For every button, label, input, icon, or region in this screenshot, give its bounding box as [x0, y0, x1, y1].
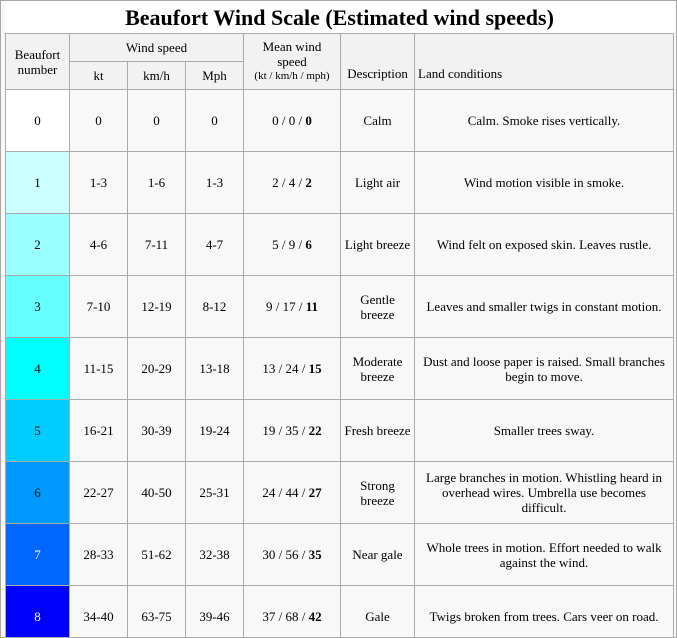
kmh-cell: 51-62	[128, 524, 186, 586]
beaufort-number-cell: 8	[6, 586, 70, 638]
kt-cell: 1-3	[70, 152, 128, 214]
kmh-cell: 20-29	[128, 338, 186, 400]
land-conditions-cell: Whole trees in motion. Effort needed to walk against the wind.	[415, 524, 674, 586]
mean-speed-kt-kmh: 9 / 17 /	[266, 299, 306, 314]
description-cell: Strong breeze	[341, 462, 415, 524]
kt-cell: 7-10	[70, 276, 128, 338]
beaufort-number-cell: 6	[6, 462, 70, 524]
header-land-conditions-label: Land conditions	[418, 66, 503, 81]
header-kmh: km/h	[128, 62, 186, 90]
mph-cell: 4-7	[186, 214, 244, 276]
table-row	[6, 400, 674, 462]
beaufort-number-cell: 7	[6, 524, 70, 586]
header-mean-wind-speed	[244, 34, 341, 90]
mean-speed-kt-kmh: 19 / 35 /	[262, 423, 309, 438]
kt-cell: 4-6	[70, 214, 128, 276]
table-row	[6, 214, 674, 276]
description-cell: Gentle breeze	[341, 276, 415, 338]
description-cell: Moderate breeze	[341, 338, 415, 400]
kt-cell: 22-27	[70, 462, 128, 524]
kt-cell: 11-15	[70, 338, 128, 400]
mph-cell: 1-3	[186, 152, 244, 214]
mean-speed-mph: 27	[308, 485, 322, 500]
mean-speed-kt-kmh: 24 / 44 /	[262, 485, 309, 500]
mean-speed-cell	[244, 338, 341, 400]
mph-cell: 39-46	[186, 586, 244, 638]
mph-cell: 0	[186, 90, 244, 152]
header-description-label: Description	[347, 66, 408, 81]
header-description	[341, 34, 415, 90]
table-row	[6, 276, 674, 338]
beaufort-number-cell: 0	[6, 90, 70, 152]
kt-cell: 34-40	[70, 586, 128, 638]
kmh-cell: 12-19	[128, 276, 186, 338]
description-cell: Calm	[341, 90, 415, 152]
land-conditions-cell: Twigs broken from trees. Cars veer on road.	[415, 586, 674, 638]
mean-speed-cell	[244, 90, 341, 152]
mph-cell: 19-24	[186, 400, 244, 462]
mean-speed-kt-kmh: 2 / 4 /	[272, 175, 306, 190]
mean-speed-cell	[244, 586, 341, 638]
land-conditions-cell: Calm. Smoke rises vertically.	[415, 90, 674, 152]
header-mph: Mph	[186, 62, 244, 90]
header-beaufort-number: Beaufort number	[6, 34, 70, 90]
kmh-cell: 40-50	[128, 462, 186, 524]
mean-speed-cell	[244, 524, 341, 586]
mean-speed-kt-kmh: 37 / 68 /	[262, 609, 309, 624]
table-row	[6, 90, 674, 152]
land-conditions-cell: Smaller trees sway.	[415, 400, 674, 462]
description-cell: Gale	[341, 586, 415, 638]
land-conditions-cell: Large branches in motion. Whistling heard in overhead wires. Umbrella use becomes difficult.	[415, 462, 674, 524]
mean-speed-mph: 2	[305, 175, 312, 190]
table-row	[6, 152, 674, 214]
land-conditions-cell: Wind motion visible in smoke.	[415, 152, 674, 214]
kmh-cell: 30-39	[128, 400, 186, 462]
header-mean-units: (kt / km/h / mph)	[254, 70, 330, 82]
mean-speed-cell	[244, 276, 341, 338]
description-cell: Near gale	[341, 524, 415, 586]
header-land-conditions	[415, 34, 674, 90]
mean-speed-mph: 6	[305, 237, 312, 252]
mean-speed-mph: 22	[308, 423, 322, 438]
table-row	[6, 338, 674, 400]
kt-cell: 0	[70, 90, 128, 152]
mean-speed-kt-kmh: 30 / 56 /	[262, 547, 309, 562]
land-conditions-cell: Leaves and smaller twigs in constant motion.	[415, 276, 674, 338]
mean-speed-mph: 42	[308, 609, 322, 624]
header-mean-wind-speed-label: Mean wind speed	[262, 39, 322, 69]
header-wind-speed: Wind speed	[70, 34, 244, 62]
mean-speed-cell	[244, 214, 341, 276]
table-row	[6, 462, 674, 524]
beaufort-number-cell: 5	[6, 400, 70, 462]
kmh-cell: 7-11	[128, 214, 186, 276]
description-cell: Light air	[341, 152, 415, 214]
beaufort-number-cell: 4	[6, 338, 70, 400]
mean-speed-mph: 15	[308, 361, 322, 376]
mph-cell: 32-38	[186, 524, 244, 586]
mean-speed-kt-kmh: 5 / 9 /	[272, 237, 306, 252]
beaufort-number-cell: 3	[6, 276, 70, 338]
land-conditions-cell: Dust and loose paper is raised. Small branches begin to move.	[415, 338, 674, 400]
kmh-cell: 0	[128, 90, 186, 152]
mph-cell: 25-31	[186, 462, 244, 524]
mean-speed-kt-kmh: 13 / 24 /	[262, 361, 309, 376]
mean-speed-cell	[244, 462, 341, 524]
mean-speed-cell	[244, 400, 341, 462]
kt-cell: 16-21	[70, 400, 128, 462]
mean-speed-mph: 35	[308, 547, 322, 562]
header-kt: kt	[70, 62, 128, 90]
mph-cell: 8-12	[186, 276, 244, 338]
description-cell: Fresh breeze	[341, 400, 415, 462]
mean-speed-kt-kmh: 0 / 0 /	[272, 113, 306, 128]
beaufort-number-cell: 2	[6, 214, 70, 276]
mean-speed-mph: 11	[305, 299, 319, 314]
mean-speed-cell	[244, 152, 341, 214]
table-row	[6, 524, 674, 586]
mean-speed-mph: 0	[305, 113, 312, 128]
kmh-cell: 63-75	[128, 586, 186, 638]
kmh-cell: 1-6	[128, 152, 186, 214]
kt-cell: 28-33	[70, 524, 128, 586]
description-cell: Light breeze	[341, 214, 415, 276]
mph-cell: 13-18	[186, 338, 244, 400]
table-row	[6, 586, 674, 638]
beaufort-number-cell: 1	[6, 152, 70, 214]
beaufort-table	[5, 1, 674, 638]
table-title: Beaufort Wind Scale (Estimated wind speeds)	[5, 1, 674, 33]
land-conditions-cell: Wind felt on exposed skin. Leaves rustle.	[415, 214, 674, 276]
table-body	[6, 90, 674, 638]
